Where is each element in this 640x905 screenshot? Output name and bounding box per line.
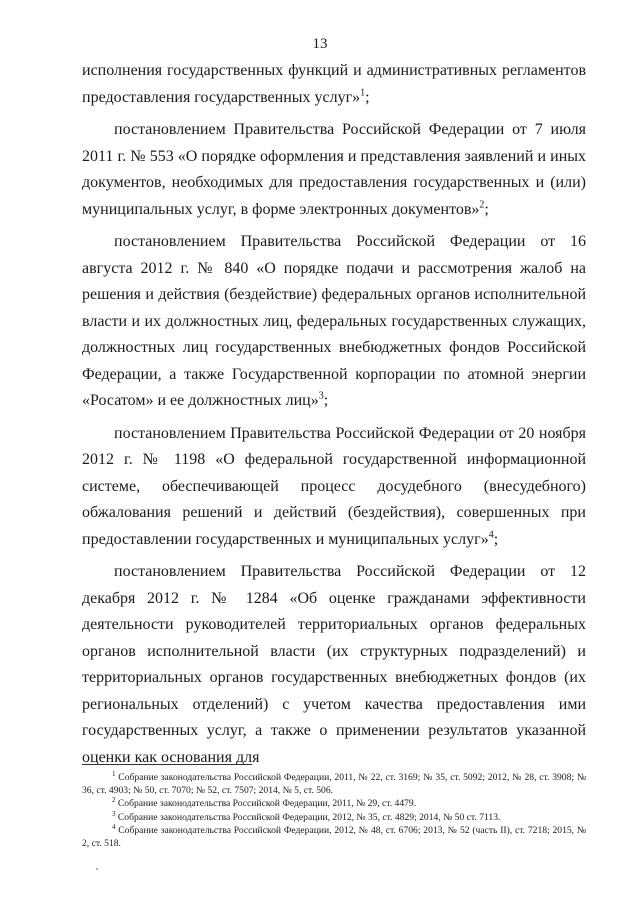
footnote-text: Собрание законодательства Российской Федерации, 2012, № 48, ст. 6706; 2013, № 52 (часть II), ст. 7218; 2015, № 2, ст. 518. xyxy=(82,824,586,850)
paragraph-resolution-553 xyxy=(82,117,586,223)
paragraph-text: исполнения государственных функций и административных регламентов предоставления государственных услуг» xyxy=(82,62,586,106)
paragraph-resolution-840 xyxy=(82,229,586,415)
footnote-text: Собрание законодательства Российской Федерации, 2011, № 29, ст. 4479. xyxy=(117,798,417,810)
footnote-mark: 1 xyxy=(112,769,116,778)
footnote-ref: 3 xyxy=(318,390,324,402)
paragraph-tail: ; xyxy=(365,88,370,106)
footnote-mark: 3 xyxy=(112,809,116,818)
paragraph-tail: ; xyxy=(493,530,499,548)
paragraph-text: постановлением Правительства Российской Федерации от 20 ноября 2012 г. № 1198 «О федеральной государственной информационной системе, обеспечивающей процесс досудебного (внесудебного) обжалования решений и действий (бездействия), совершенных при предоставлении государственных и муниципальных услуг» xyxy=(82,424,586,548)
paragraph-text: постановлением Правительства Российской Федерации от 16 августа 2012 г. № 840 «О порядке подачи и рассмотрения жалоб на решения и действия (бездействие) федеральных органов исполнительной власти и их должностных лиц, федеральных государственных служащих, должностных лиц государственных внебюджетных фондов Российской Федерации, а также Государственной корпорации по атомной энергии «Росатом» и ее должностных лиц» xyxy=(82,233,586,409)
paragraph-tail: ; xyxy=(484,200,489,218)
paragraph-resolution-1198 xyxy=(82,421,586,554)
paragraph-text: постановлением Правительства Российской Федерации от 7 июля 2011 г. № 553 «О порядке оформления и представления заявлений и иных документов, необходимых для предоставления государственных и (или) муниципальных услуг, в форме электронных документов» xyxy=(82,121,586,218)
footnote-separator xyxy=(82,764,252,765)
footnote-2 xyxy=(82,797,586,810)
footnote-4 xyxy=(82,824,586,850)
footnote-mark: 4 xyxy=(112,822,116,831)
page-number: 13 xyxy=(312,36,328,52)
paragraph-resolution-1284 xyxy=(82,559,586,771)
footnote-ref: 1 xyxy=(360,87,366,99)
footnotes xyxy=(82,771,586,850)
paragraph-text: постановлением Правительства Российской Федерации от 12 декабря 2012 г. № 1284 «Об оценке гражданами эффективности деятельности руководителей территориальных органов федеральных органов исполнительной власти (их структурных подразделений) и территориальных органов государственных внебюджетных фондов (их региональных отделений) с учетом качества предоставления ими государственных услуг, а также о применении результатов указанной оценки как основания для xyxy=(82,563,586,766)
paragraph-tail: ; xyxy=(323,392,329,409)
footnote-ref: 2 xyxy=(479,199,485,211)
paragraph-continuation xyxy=(82,58,586,111)
footnote-3 xyxy=(82,811,586,824)
footnote-text: Собрание законодательства Российской Федерации, 2011, № 22, ст. 3169; № 35, ст. 5092; 2012, № 28, ст. 3908; № 36, ст. 4903; № 50, ст. 7070; № 52, ст. 7507; 2014, № 5, ст. 506. xyxy=(82,772,586,797)
footnote-ref: 4 xyxy=(488,529,494,541)
body-text xyxy=(82,58,586,771)
footnote-mark: 2 xyxy=(112,796,116,805)
scan-speck xyxy=(96,868,98,870)
footnote-text: Собрание законодательства Российской Федерации, 2012, № 35, ст. 4829; 2014, № 50 ст. 7113. xyxy=(117,811,501,823)
footnote-1 xyxy=(82,771,586,797)
